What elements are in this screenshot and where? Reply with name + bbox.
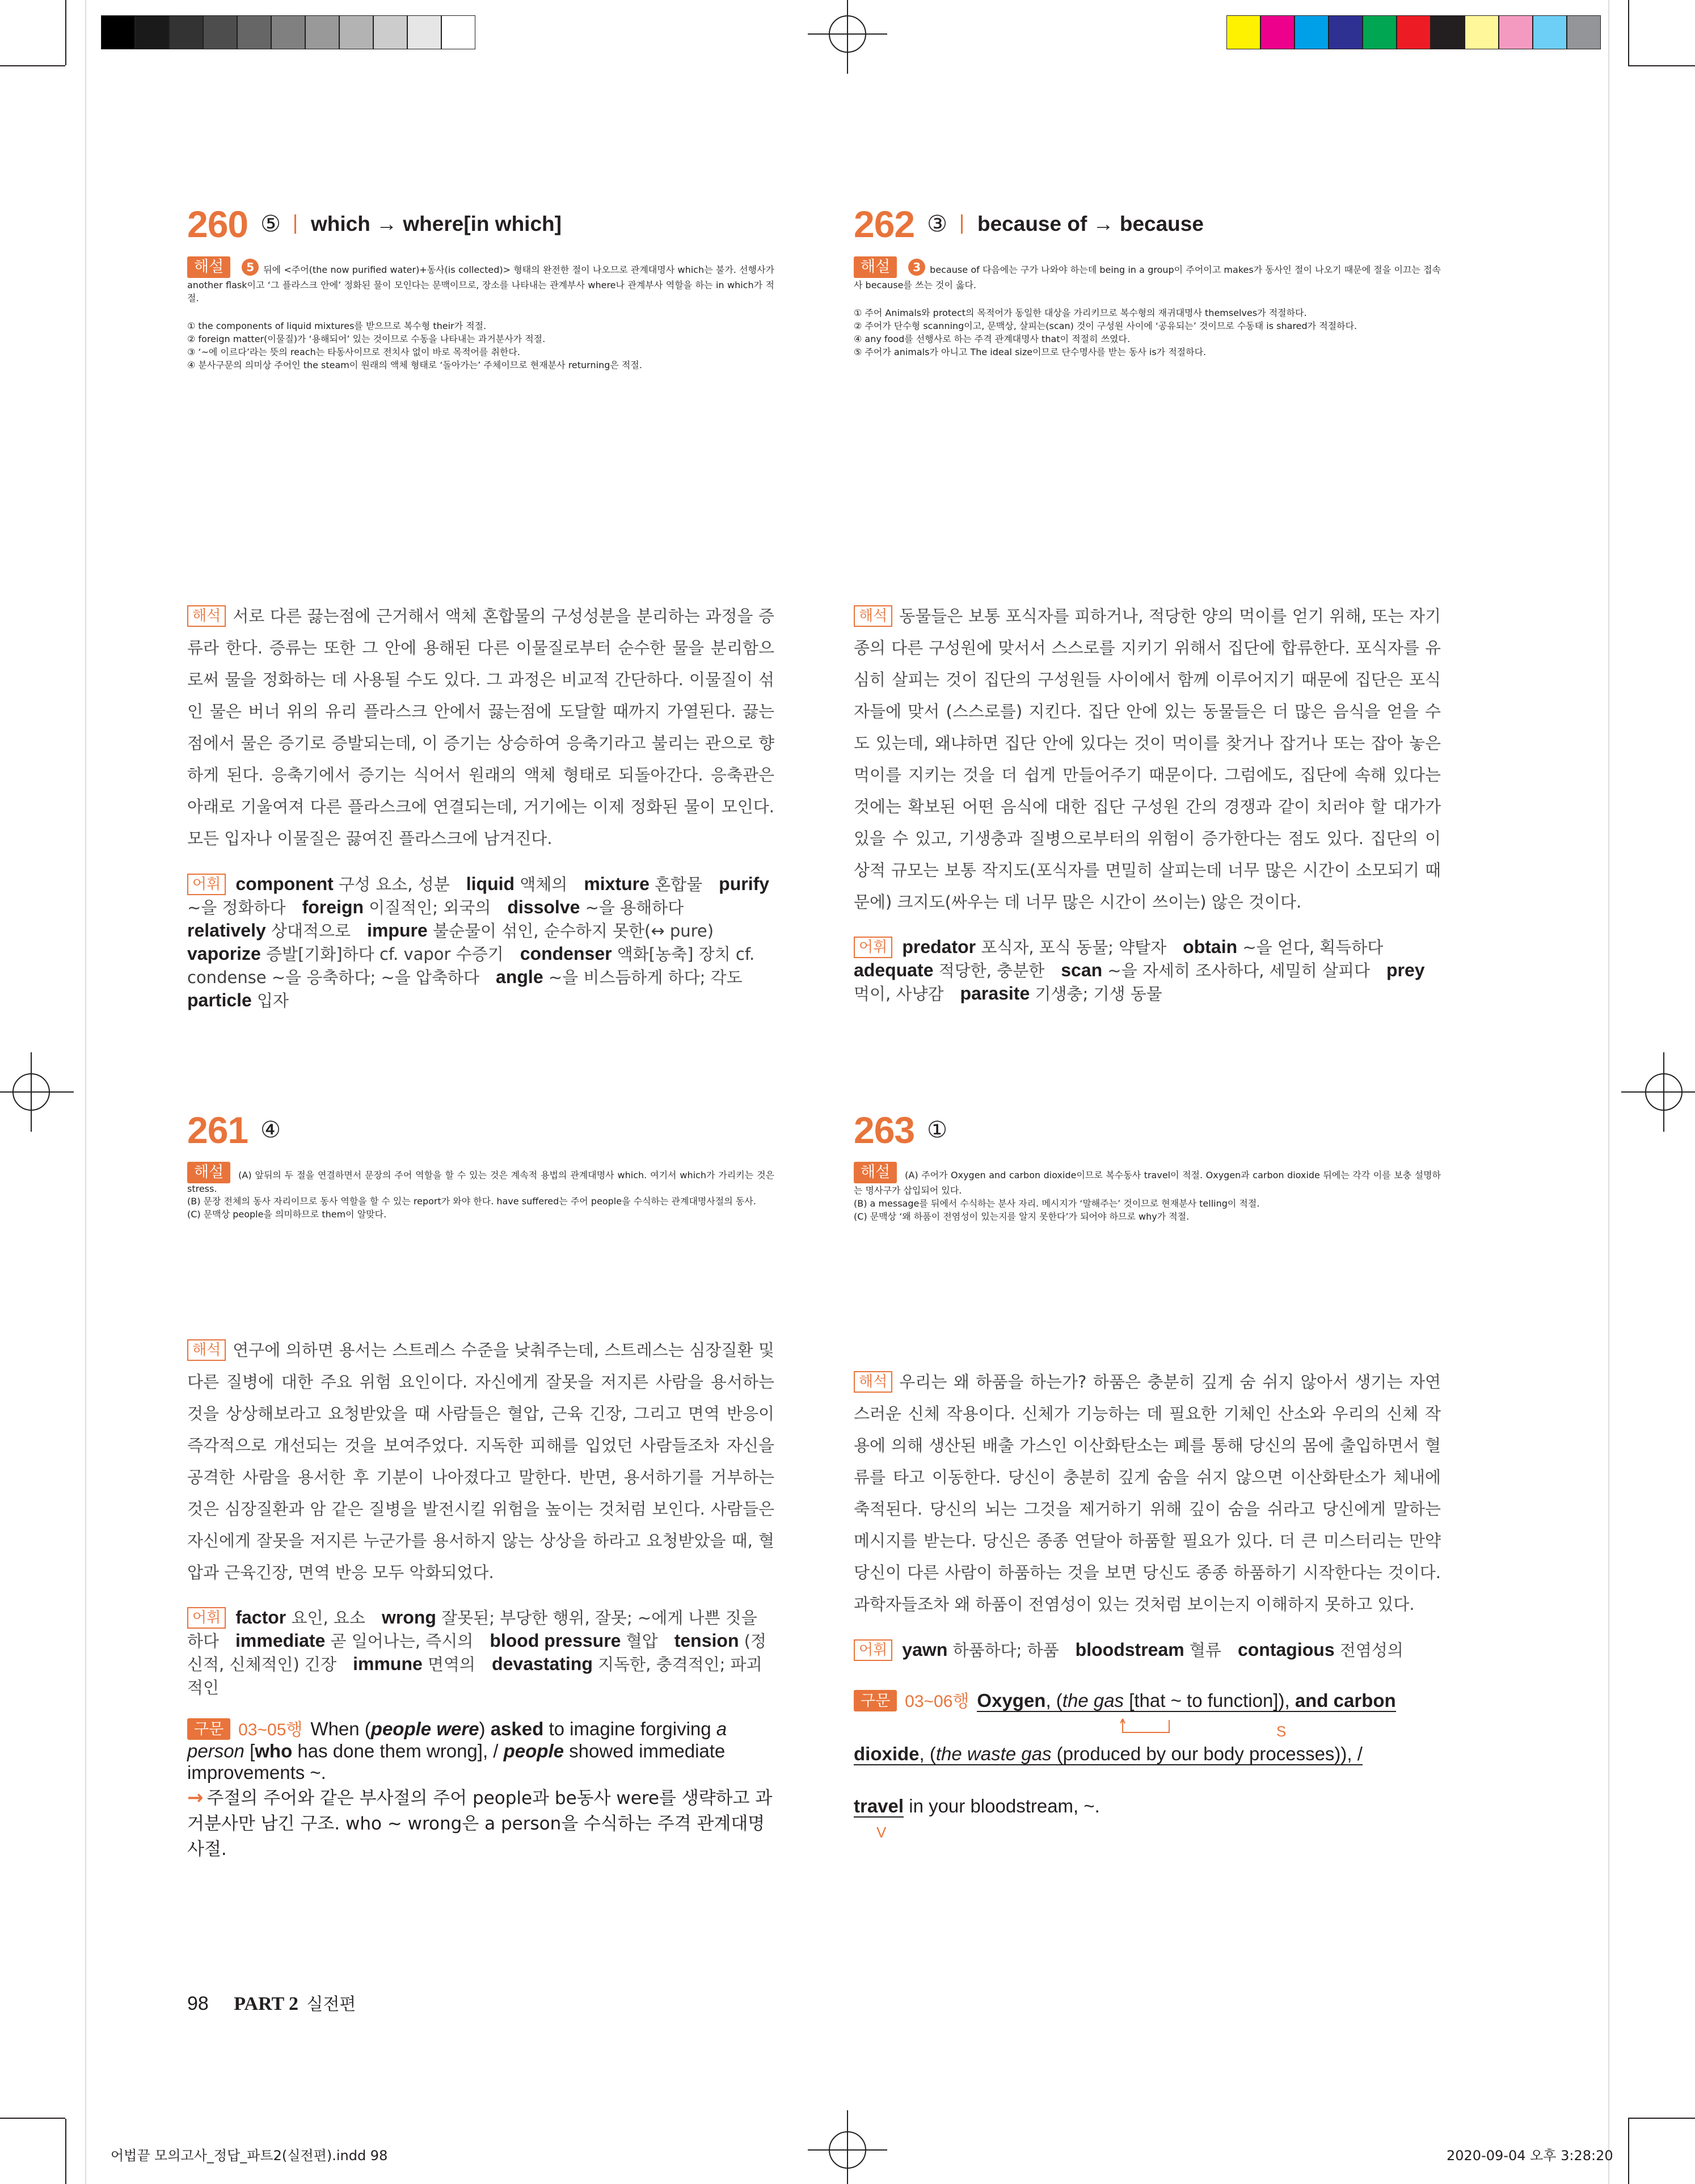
page-edge (1608, 0, 1609, 2184)
vocabulary (187, 872, 774, 1011)
vocab-word: angle (496, 967, 543, 987)
color-swatch (373, 15, 407, 49)
line-range: 03~06행 (905, 1692, 969, 1711)
syntax-text: dioxide (854, 1743, 920, 1764)
point-item: ② foreign matter(이물질)가 ‘용해되어’ 있는 것이므로 수동을 나타내는 과거분사가 적절. (187, 334, 546, 344)
vocab-meaning: 혼합물 (649, 875, 719, 894)
tag-vocabulary: 어휘 (187, 874, 226, 895)
translation-text: 연구에 의하면 용서는 스트레스 수준을 낮춰주는데, 스트레스는 심장질환 및 다른 질병에 대한 주요 위험 요인이다. 자신에게 잘못을 저지른 사람을 용서하는 것을 상상해보라고 요청받았을 때 사람들은 혈압, 근육 긴장, 그리고 면역 반응이 즉각적으로 개선되는 것을 보여주었다. 지독한 피해를 입었던 사람들조차 자신을 공격한 사람을 용서한 후 기분이 나아졌다고 말한다. 반면, 용서하기를 거부하는 것은 심장질환과 암 같은 질병을 발전시킬 위험을 높이는 것처럼 보인다. 사람들은 자신에게 잘못을 저지른 누군가를 용서하지 않는 상상을 하라고 요청받았을 때, 혈압과 근육긴장, 면역 반응 모두 악화되었다. (187, 1340, 774, 1582)
vocab-meaning: 곧 일어나는, 즉시의 (325, 1631, 490, 1651)
vocabulary (187, 1605, 774, 1698)
syntax-text: and carbon (1295, 1690, 1396, 1711)
subject-marker: S (1276, 1723, 1287, 1740)
tag-explanation: 해설 (187, 256, 230, 278)
translation (854, 1366, 1441, 1620)
tag-translation: 해석 (187, 605, 226, 627)
crop-mark (0, 65, 65, 66)
color-swatch (271, 15, 305, 49)
vocab-meaning: 액체의 (515, 875, 584, 894)
tag-explanation: 해설 (187, 1162, 230, 1183)
color-swatch (1363, 15, 1397, 49)
explanation (187, 1162, 774, 1220)
crop-mark (65, 2119, 66, 2184)
vocab-word: immediate (235, 1630, 326, 1651)
choice-circle: 3 (908, 259, 925, 276)
vocab-word: adequate (854, 960, 934, 980)
vocab-word: foreign (302, 897, 364, 917)
syntax-text: a person (187, 1718, 727, 1761)
syntax-text: ) (479, 1718, 491, 1739)
vocab-word: relatively (187, 920, 266, 941)
crop-mark (0, 2118, 65, 2119)
explanation-line: (B) a message를 뒤에서 수식하는 분사 자리. 메시지가 ‘말해주는’ 것이므로 현재분사 telling이 적절. (854, 1198, 1260, 1209)
syntax-block (187, 1715, 774, 1860)
color-swatch (1533, 15, 1567, 49)
syntax-text: showed immediate improvements ~. (187, 1740, 726, 1783)
vocabulary (854, 1638, 1441, 1661)
color-swatch (1431, 15, 1465, 49)
color-swatch (305, 15, 339, 49)
vocab-word: wrong (381, 1607, 436, 1628)
vocab-word: yawn (902, 1639, 948, 1660)
syntax-text: to imagine forgiving (543, 1718, 716, 1739)
explanation-line: (C) 문맥상 ‘왜 하품이 전염성이 있는지를 알지 못한다’가 되어야 하므로 why가 적절. (854, 1211, 1190, 1222)
vocab-word: bloodstream (1075, 1639, 1184, 1660)
line-range: 03~05행 (238, 1721, 303, 1739)
color-swatch (1567, 15, 1601, 49)
syntax-text: in your bloodstream, ~. (904, 1795, 1100, 1816)
vocab-meaning: 기생충; 기생 동물 (1030, 984, 1179, 1004)
explanation (854, 1162, 1441, 1222)
translation (854, 600, 1441, 918)
syntax-text: [ (244, 1740, 255, 1761)
bracket-arrow-icon (1120, 1718, 1171, 1735)
vocab-meaning: ~을 자세히 조사하다, 세밀히 살피다 (1102, 961, 1386, 980)
vocab-meaning: 면역의 (422, 1655, 492, 1674)
syntax-text: the waste gas (935, 1743, 1052, 1764)
registration-mark (808, 2105, 887, 2184)
vocab-meaning: 먹이, 사냥감 (854, 984, 960, 1004)
question-header (187, 1107, 281, 1153)
explanation-line: (A) 주어가 Oxygen and carbon dioxide이므로 복수동사 travel이 적절. Oxygen과 carbon dioxide 뒤에는 각각 이를 보충 설명하는 명사구가 삽입되어 있다. (854, 1170, 1441, 1196)
question-number: 260 (187, 203, 248, 245)
divider (961, 214, 963, 234)
translation-text: 동물들은 보통 포식자를 피하거나, 적당한 양의 먹이를 얻기 위해, 또는 자기 종의 다른 구성원에 맞서서 스스로를 지키기 위해서 집단에 합류한다. 포식자를 유심히 살피는 것이 집단의 구성원들 사이에서 함께 이루어지기 때문에 집단은 포식자들에 맞서 (스스로를) 지킨다. 집단 안에 있는 동물들은 더 많은 음식을 얻을 수도 있는데, 왜냐하면 집단 안에 있다는 것이 먹이를 찾거나 잡거나 또는 잡아 놓은 먹이를 지키는 것을 더 쉽게 만들어주기 때문이다. 그럼에도, 집단에 속해 있다는 것에는 확보된 어떤 음식에 대한 집단 구성원 간의 경쟁과 같이 치러야 할 대가가 있을 수 있고, 기생충과 질병으로부터의 위험이 증가한다는 점도 있다. 집단의 이상적 규모는 보통 작지도(포식자를 면밀히 살피는데 너무 많은 시간이 소모되기 때문에) 크지도(싸우는 데 너무 많은 시간이 쓰이는) 않은 것이다. (854, 606, 1441, 912)
choice-circle: 5 (242, 259, 259, 276)
vocab-word: mixture (584, 874, 650, 894)
explanation-line: (A) 앞뒤의 두 절을 연결하면서 문장의 주어 역할을 할 수 있는 것은 계속적 용법의 관계대명사 which. 여기서 which가 가리키는 것은 stress. (187, 1170, 774, 1194)
page-footer (187, 1990, 356, 2015)
syntax-text: has done them wrong], / (292, 1740, 504, 1761)
syntax-text: [that ~ to function]), (1124, 1690, 1295, 1711)
vocab-meaning: ~을 비스듬하게 하다; 각도 (543, 968, 759, 987)
crop-mark (1628, 65, 1695, 66)
vocab-meaning: 혈압 (621, 1631, 674, 1651)
part-label: PART 2 (234, 1993, 299, 2014)
tag-translation: 해석 (854, 605, 892, 627)
question-header (854, 201, 1204, 247)
vocab-word: obtain (1183, 937, 1238, 957)
syntax-text: , ( (1045, 1690, 1062, 1711)
point-item: ① the components of liquid mixtures를 받으므로 복수형 their가 적절. (187, 321, 487, 331)
point-item: ④ 분사구문의 의미상 주어인 the steam이 원래의 액체 형태로 ‘돌아가는’ 주체이므로 현재분사 returning은 적절. (187, 360, 642, 370)
crop-mark (1628, 0, 1629, 65)
vocab-word: dissolve (507, 897, 580, 917)
syntax-text: people (503, 1740, 564, 1761)
vocab-meaning: (정신적, 신체적인) 긴장 (187, 1631, 767, 1674)
vocab-word: component (235, 874, 334, 894)
explanation (187, 256, 774, 371)
vocab-word: parasite (960, 983, 1030, 1004)
registration-mark (808, 0, 887, 79)
vocabulary (854, 935, 1441, 1005)
slug-filename: 어법끝 모의고사_정답_파트2(실전편).indd 98 (111, 2148, 388, 2164)
vocab-word: scan (1061, 960, 1103, 980)
arrow-icon: → (187, 1786, 204, 1809)
slug-date: 2020-09-04 오후 3:28:20 (1447, 2148, 1613, 2164)
color-swatch (203, 15, 237, 49)
explanation (854, 256, 1441, 358)
syntax-text: people were (370, 1718, 479, 1739)
tag-vocabulary: 어휘 (187, 1607, 226, 1629)
color-swatch (441, 15, 475, 49)
page-edge (85, 0, 86, 2184)
syntax-text: the gas (1062, 1690, 1124, 1711)
vocab-word: vaporize (187, 943, 261, 964)
color-swatch (101, 15, 135, 49)
vocab-meaning: ~을 얻다, 획득하다 (1237, 938, 1400, 957)
tag-translation: 해석 (854, 1371, 892, 1393)
syntax-text: asked (490, 1718, 544, 1739)
crop-mark (1628, 2119, 1629, 2184)
explanation-text: 뒤에 <주어(the now purified water)+동사(is collected)> 형태의 완전한 절이 나오므로 관계대명사 which는 불가. 선행사가 another flask이고 ‘그 플라스크 안에’ 정화된 물이 모인다는 문맥이므로, 장소를 나타내는 관계부사 where나 관계부사 역할을 하는 in which가 적절. (187, 264, 774, 303)
vocab-meaning: 적당한, 충분한 (933, 961, 1061, 980)
translation (187, 600, 774, 854)
vocab-meaning: 요인, 요소 (286, 1608, 382, 1628)
answer-mark: ③ (927, 211, 947, 237)
question-number: 261 (187, 1109, 248, 1151)
question-header (187, 201, 562, 247)
page-number: 98 (187, 1993, 209, 2014)
vocab-meaning: 액화[농축] 장치 cf. condense ~을 응축하다; ~을 압축하다 (187, 945, 755, 987)
color-swatch (237, 15, 271, 49)
answer-mark: ⑤ (260, 211, 281, 237)
vocab-word: condenser (520, 943, 612, 964)
color-swatch (1295, 15, 1329, 49)
vocab-word: immune (353, 1654, 423, 1674)
section-label: 실전편 (306, 1995, 356, 2014)
syntax-text: who (255, 1740, 293, 1761)
question-header (854, 1107, 947, 1153)
explanation-line: (B) 문장 전체의 동사 자리이므로 동사 역할을 할 수 있는 report가 와야 한다. have suffered는 주어 people을 수식하는 관계대명사절의 동사. (187, 1196, 756, 1207)
vocab-word: tension (674, 1630, 739, 1651)
question-number: 262 (854, 203, 915, 245)
translation-text: 우리는 왜 하품을 하는가? 하품은 충분히 깊게 숨 쉬지 않아서 생기는 자연스러운 신체 작용이다. 신체가 기능하는 데 필요한 기체인 산소와 우리의 신체 작용에 의해 생산된 배출 가스인 이산화탄소는 폐를 통해 당신의 몸에 출입하면서 혈류를 타고 이동한다. 당신이 충분히 깊게 숨을 쉬지 않으면 이산화탄소가 체내에 축적된다. 당신의 뇌는 그것을 제거하기 위해 깊이 숨을 쉬라고 당신에게 말하는 메시지를 받는다. 당신은 종종 연달아 하품할 필요가 있다. 더 큰 미스터리는 만약 당신이 다른 사람이 하품하는 것을 보면 당신도 종종 하품하기 시작한다는 것이다. 과학자들조차 왜 하품이 전염성이 있는 것처럼 보이는지 이해하지 못하고 있다. (854, 1372, 1441, 1614)
verb-part: travel (854, 1795, 904, 1816)
color-swatch (407, 15, 441, 49)
question-number: 263 (854, 1109, 915, 1151)
vocab-word: devastating (492, 1654, 593, 1674)
tag-syntax: 구문 (187, 1718, 230, 1740)
tag-vocabulary: 어휘 (854, 937, 892, 958)
color-swatch (1397, 15, 1431, 49)
explanation-text: because of 다음에는 구가 나와야 하는데 being in a group이 주어이고 makes가 동사인 절이 나오기 때문에 절을 이끄는 접속사 because를 쓰는 것이 옳다. (854, 264, 1441, 290)
subject-part: Oxygen (977, 1690, 1046, 1711)
explanation-line: (C) 문맥상 people을 의미하므로 them이 알맞다. (187, 1209, 387, 1220)
point-item: ① 주어 Animals와 protect의 목적어가 동일한 대상을 가리키므로 복수형의 재귀대명사 themselves가 적절하다. (854, 307, 1307, 318)
vocab-word: particle (187, 990, 252, 1010)
color-swatch (1329, 15, 1363, 49)
vocab-word: prey (1386, 960, 1425, 980)
vocab-meaning: 구성 요소, 성분 (333, 875, 466, 894)
question-title: which → where[in which] (310, 212, 562, 235)
vocab-meaning: ~을 정화하다 (187, 898, 302, 917)
vocab-meaning: 잘못된; 부당한 행위, 잘못; ~에게 나쁜 짓을 하다 (187, 1608, 757, 1651)
vocab-word: predator (902, 937, 976, 957)
tag-explanation: 해설 (854, 1162, 897, 1183)
color-swatch (1260, 15, 1295, 49)
color-swatch (1226, 15, 1260, 49)
tag-syntax: 구문 (854, 1690, 897, 1711)
tag-vocabulary: 어휘 (854, 1639, 892, 1661)
vocab-meaning: ~을 용해하다 (580, 898, 701, 917)
vocab-word: contagious (1237, 1639, 1335, 1660)
vocab-meaning: 이질적인; 외국의 (364, 898, 508, 917)
crop-mark (65, 0, 66, 65)
vocab-meaning: 증발[기화]하다 cf. vapor 수증기 (260, 945, 520, 964)
color-swatch (339, 15, 373, 49)
point-item: ② 주어가 단수형 scanning이고, 문맥상, 살피는(scan) 것이 구성원 사이에 ‘공유되는’ 것이므로 수동태 is shared가 적절하다. (854, 321, 1357, 331)
question-title: because of → because (977, 212, 1204, 235)
syntax-text: When ( (310, 1718, 371, 1739)
tag-translation: 해석 (187, 1339, 226, 1361)
vocab-meaning: 포식자, 포식 동물; 약탈자 (976, 938, 1183, 957)
answer-mark: ① (927, 1117, 947, 1143)
crop-mark (1628, 2118, 1695, 2119)
vocab-meaning: 상대적으로 (265, 921, 368, 941)
answer-mark: ④ (260, 1117, 281, 1143)
verb-marker: V (876, 1824, 887, 1841)
translation-text: 서로 다른 끓는점에 근거해서 액체 혼합물의 구성성분을 분리하는 과정을 증류라 한다. 증류는 또한 그 안에 용해된 다른 이물질로부터 순수한 물을 분리함으로써 물을 정화하는 데 사용될 수도 있다. 그 과정은 비교적 간단하다. 이물질이 섞인 물은 버너 위의 유리 플라스크 안에서 끓는점에 도달할 때까지 가열된다. 끓는점에서 물은 증기로 증발되는데, 이 증기는 상승하여 응축기라고 불리는 관으로 향하게 된다. 응축기에서 증기는 식어서 원래의 액체 형태로 되돌아간다. 응축관은 아래로 기울여져 다른 플라스크에 연결되는데, 거기에는 이제 정화된 물이 모인다. 모든 입자나 이물질은 끓여진 플라스크에 남겨진다. (187, 606, 774, 848)
registration-mark (0, 1052, 79, 1132)
divider (294, 214, 296, 234)
vocab-meaning: 하품하다; 하품 (947, 1641, 1076, 1660)
translation (187, 1334, 774, 1588)
vocab-word: liquid (466, 874, 515, 894)
syntax-text: , ( (919, 1743, 936, 1764)
vocab-meaning: 지독한, 충격적인; 파괴적인 (187, 1655, 762, 1697)
color-swatch (169, 15, 203, 49)
syntax-note: 주절의 주어와 같은 부사절의 주어 people과 be동사 were를 생략하고 과거분사만 남긴 구조. who ~ wrong은 a person을 수식하는 주격 관계대명사절. (187, 1788, 773, 1860)
tag-explanation: 해설 (854, 256, 897, 278)
syntax-block (854, 1685, 1441, 1839)
color-swatch (135, 15, 169, 49)
registration-mark (1616, 1052, 1695, 1132)
syntax-text: (produced by our body processes)), / (1051, 1743, 1363, 1764)
color-swatch (1465, 15, 1499, 49)
vocab-word: impure (367, 920, 428, 941)
vocab-meaning: 입자 (251, 991, 306, 1010)
vocab-meaning: 혈류 (1184, 1641, 1238, 1660)
vocab-meaning: 불순물이 섞인, 순수하지 못한(↔ pure) (427, 921, 731, 941)
point-item: ④ any food를 선행사로 하는 주격 관계대명사 that이 적절히 쓰였다. (854, 334, 1131, 344)
vocab-word: factor (235, 1607, 286, 1628)
vocab-word: purify (719, 874, 770, 894)
vocab-meaning: 전염성의 (1334, 1641, 1420, 1660)
point-item: ⑤ 주어가 animals가 아니고 The ideal size이므로 단수명사를 받는 동사 is가 적절하다. (854, 347, 1207, 357)
vocab-word: blood pressure (490, 1630, 621, 1651)
point-item: ③ ‘~에 이르다’라는 뜻의 reach는 타동사이므로 전치사 없이 바로 목적어를 취한다. (187, 347, 520, 357)
color-swatch (1499, 15, 1533, 49)
